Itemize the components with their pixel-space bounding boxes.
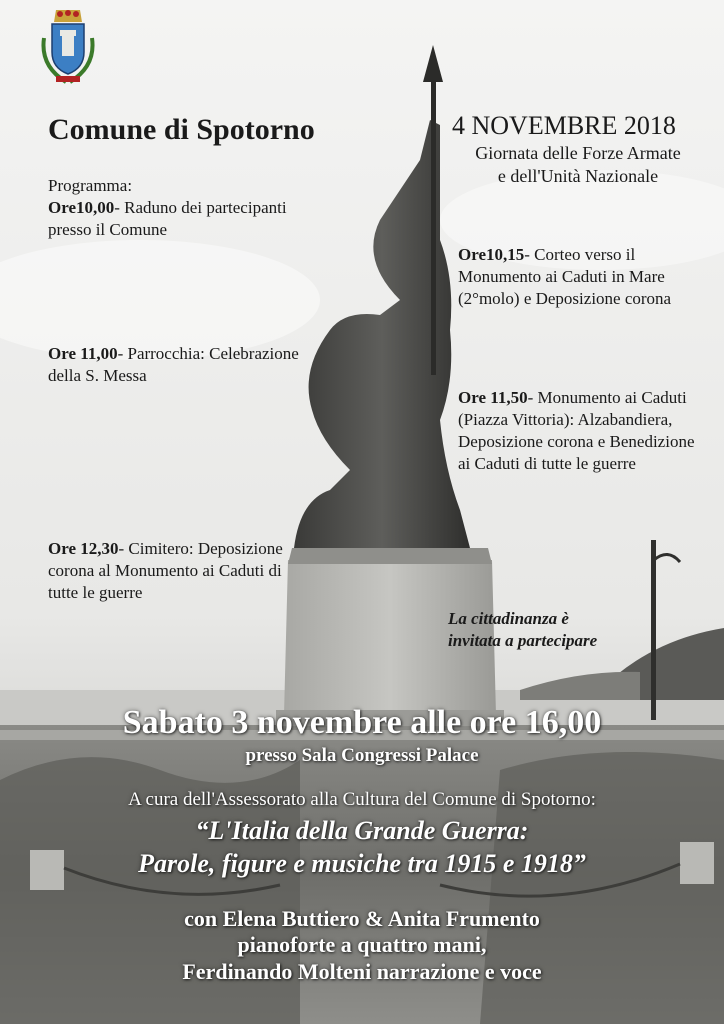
program-item-time: Ore10,15 [458,245,525,264]
program-item-desc: - Cimitero: Deposizione corona al Monumento ai Caduti di tutte le guerre [48,539,283,603]
commemoration-date: 4 NOVEMBRE 2018 [452,111,676,140]
program-item [48,343,308,387]
performers-line-3: Ferdinando Molteni narrazione e voce [182,958,542,984]
show-title-line-2: Parole, figure e musiche tra 1915 e 1918” [138,848,586,878]
citizen-invitation [448,608,597,652]
program-item-time: Ore10,00 [48,198,115,217]
program-item [48,538,308,604]
subtitle-line-2: e dell'Unità Nazionale [497,166,659,187]
invite-line-1: La cittadinanza è [448,609,569,628]
program-item-time: Ore 12,30 [48,539,119,558]
program-item [48,197,328,241]
program-item-desc: - Parrocchia: Celebrazione della S. Messa [48,344,299,386]
show-title-line-1: “L'Italia della Grande Guerra: [195,816,529,845]
coat-of-arms-icon [38,8,98,86]
municipality-title: Comune di Spotorno [48,113,315,146]
performers-line-2: pianoforte a quattro mani, [237,932,487,958]
program-item-desc: - Raduno dei partecipanti presso il Comune [48,198,287,240]
subtitle-line-1: Giornata delle Forze Armate [475,143,681,163]
program-item-time: Ore 11,00 [48,344,118,363]
program-item [458,387,708,475]
program-item [458,244,708,310]
event-organizer: A cura dell'Assessorato alla Cultura del Comune di Spotorno: [128,789,596,810]
invite-line-2: invitata a partecipare [448,631,598,651]
commemoration-subtitle [448,142,708,189]
performers [0,906,724,985]
event-venue: presso Sala Congressi Palace [245,745,479,766]
program-item-desc: - Monumento ai Caduti (Piazza Vittoria): Alzabandiera, Deposizione corona e Benedizione ai Caduti di tutte le guerre [458,388,695,474]
performers-line-1: con Elena Buttiero & Anita Frumento [184,906,540,931]
program-item-desc: - Corteo verso il Monumento ai Caduti in Mare (2°molo) e Deposizione corona [458,245,672,309]
event-datetime: Sabato 3 novembre alle ore 16,00 [122,704,602,741]
program-item-time: Ore 11,50 [458,388,528,407]
program-label: Programma: [48,176,133,195]
show-title [0,815,724,880]
